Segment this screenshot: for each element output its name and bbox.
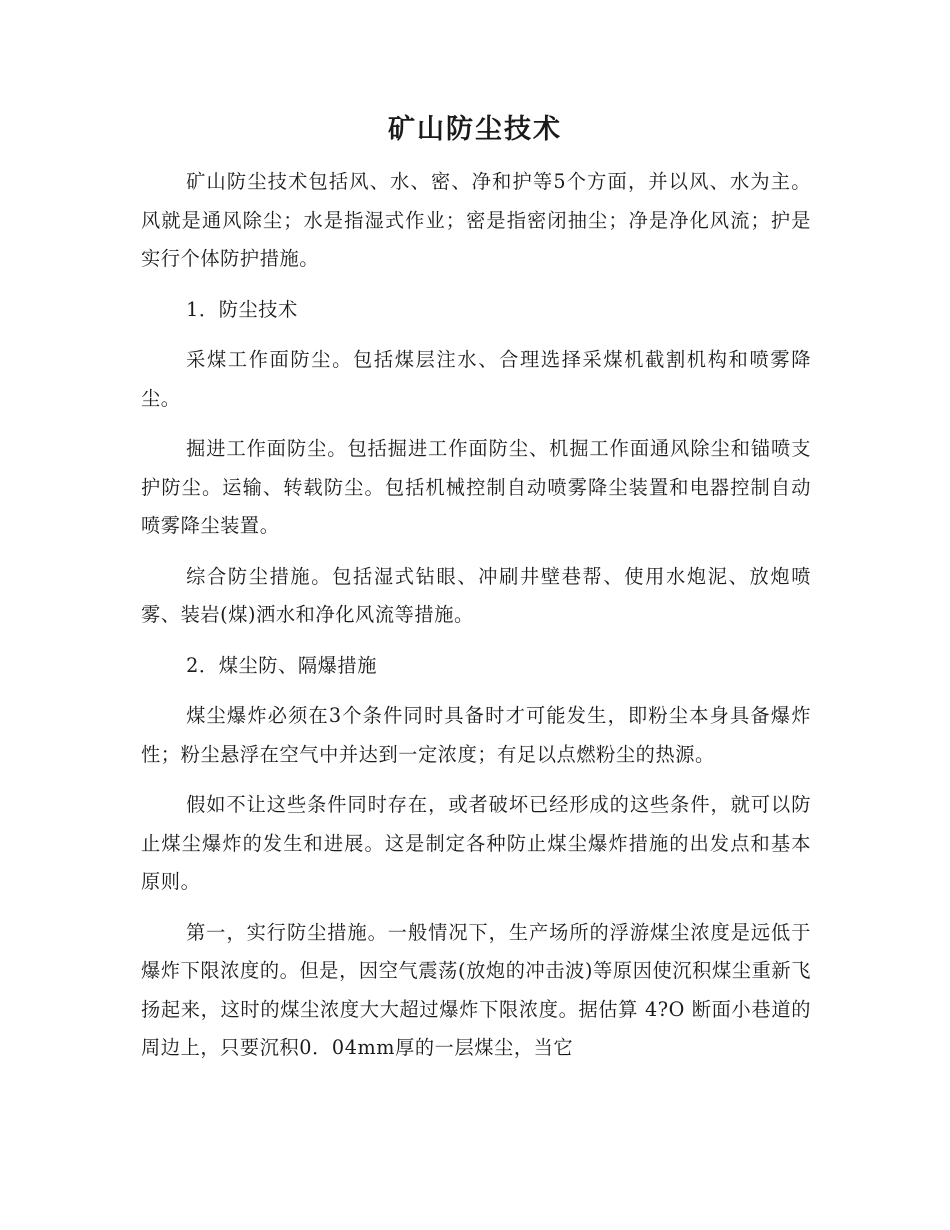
paragraph-explosion-conditions: 煤尘爆炸必须在3个条件同时具备时才可能发生，即粉尘本身具备爆炸性；粉尘悬浮在空气中并达到一定浓度；有足以点燃粉尘的热源。 bbox=[141, 704, 811, 766]
section-heading-dust-prevention: 1．防尘技术 bbox=[186, 297, 298, 321]
section-heading-explosion-prevention: 2．煤尘防、隔爆措施 bbox=[186, 653, 378, 677]
paragraph-excavation-face: 掘进工作面防尘。包括掘进工作面防尘、机掘工作面通风除尘和锚喷支护防尘。运输、转载防尘。包括机械控制自动喷雾降尘装置和电器控制自动喷雾降尘装置。 bbox=[141, 437, 811, 537]
paragraph-comprehensive: 综合防尘措施。包括湿式钻眼、冲刷井壁巷帮、使用水炮泥、放炮喷雾、装岩(煤)洒水和净化风流等措施。 bbox=[141, 564, 811, 626]
paragraph-intro: 矿山防尘技术包括风、水、密、净和护等5个方面，并以风、水为主。风就是通风除尘；水是指湿式作业；密是指密闭抽尘；净是净化风流；护是实行个体防护措施。 bbox=[141, 170, 811, 270]
paragraph-mining-face: 采煤工作面防尘。包括煤层注水、合理选择采煤机截割机构和喷雾降尘。 bbox=[141, 348, 811, 410]
document-body bbox=[141, 163, 811, 1080]
paragraph-first-measure: 第一，实行防尘措施。一般情况下，生产场所的浮游煤尘浓度是远低于爆炸下限浓度的。但是，因空气震荡(放炮的冲击波)等原因使沉积煤尘重新飞扬起来，这时的煤尘浓度大大超过爆炸下限浓度。据估算 4?O 断面小巷道的周边上，只要沉积0．04mm厚的一层煤尘，当它 bbox=[141, 920, 811, 1059]
paragraph-principles: 假如不让这些条件同时存在，或者破坏已经形成的这些条件，就可以防止煤尘爆炸的发生和进展。这是制定各种防止煤尘爆炸措施的出发点和基本原则。 bbox=[141, 793, 811, 893]
page-title: 矿山防尘技术 bbox=[388, 114, 562, 145]
